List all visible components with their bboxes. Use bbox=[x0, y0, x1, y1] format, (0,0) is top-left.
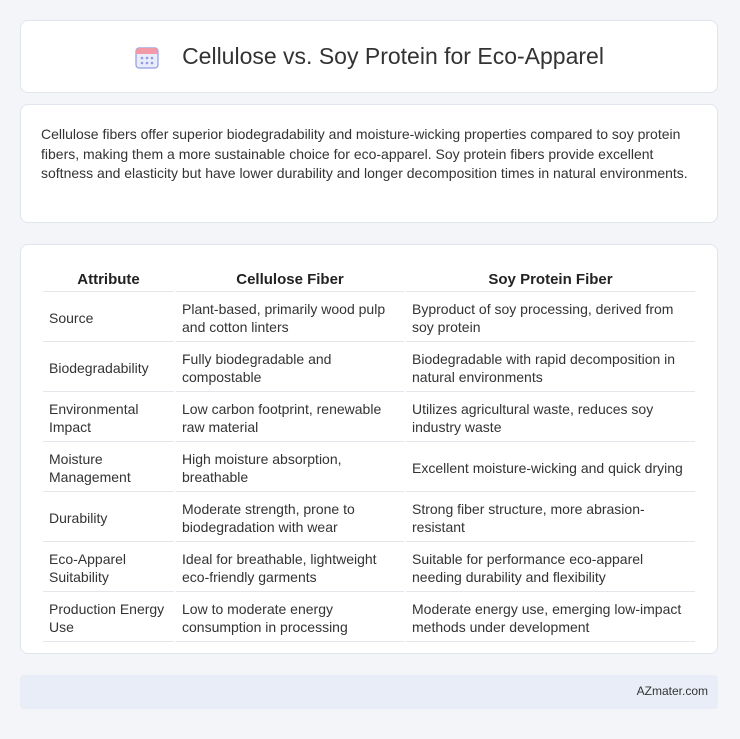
page-title: Cellulose vs. Soy Protein for Eco-Apparel bbox=[182, 43, 604, 69]
cell-cellulose: Fully biodegradable and compostable bbox=[176, 344, 404, 392]
table-row bbox=[43, 344, 695, 392]
table-row bbox=[43, 544, 695, 592]
cell-attribute: Eco-Apparel Suitability bbox=[43, 544, 174, 592]
cell-soy: Moderate energy use, emerging low-impact methods under development bbox=[406, 594, 695, 642]
summary-card bbox=[20, 104, 718, 223]
cell-cellulose: Low carbon footprint, renewable raw material bbox=[176, 394, 404, 442]
header-card bbox=[20, 20, 718, 93]
table-row bbox=[43, 594, 695, 642]
footer-brand-link[interactable]: AZmater.com bbox=[636, 684, 708, 698]
header-cellulose: Cellulose Fiber bbox=[176, 267, 404, 292]
comparison-table bbox=[41, 265, 697, 644]
cell-cellulose: Low to moderate energy consumption in processing bbox=[176, 594, 404, 642]
cell-attribute: Moisture Management bbox=[43, 444, 174, 492]
summary-text: Cellulose fibers offer superior biodegradability and moisture-wicking properties compared to soy protein fibers, making them a more sustainable choice for eco-apparel. Soy protein fibers provide excellent softness and elasticity but have lower durability and longer decomposition times in natural environments. bbox=[41, 126, 688, 181]
header-attribute: Attribute bbox=[43, 267, 174, 292]
table-row bbox=[43, 444, 695, 492]
comparison-card bbox=[20, 244, 718, 654]
cell-cellulose: Moderate strength, prone to biodegradation with wear bbox=[176, 494, 404, 542]
cell-attribute: Durability bbox=[43, 494, 174, 542]
calendar-icon bbox=[134, 44, 160, 70]
cell-attribute: Source bbox=[43, 294, 174, 342]
table-header-row bbox=[43, 267, 695, 292]
cell-soy: Utilizes agricultural waste, reduces soy industry waste bbox=[406, 394, 695, 442]
cell-soy: Byproduct of soy processing, derived from soy protein bbox=[406, 294, 695, 342]
table-row bbox=[43, 494, 695, 542]
cell-attribute: Environmental Impact bbox=[43, 394, 174, 442]
header-soy: Soy Protein Fiber bbox=[406, 267, 695, 292]
cell-attribute: Production Energy Use bbox=[43, 594, 174, 642]
cell-soy: Suitable for performance eco-apparel needing durability and flexibility bbox=[406, 544, 695, 592]
footer bbox=[20, 675, 718, 709]
cell-attribute: Biodegradability bbox=[43, 344, 174, 392]
cell-cellulose: High moisture absorption, breathable bbox=[176, 444, 404, 492]
table-row bbox=[43, 294, 695, 342]
cell-soy: Excellent moisture-wicking and quick drying bbox=[406, 444, 695, 492]
cell-soy: Strong fiber structure, more abrasion-resistant bbox=[406, 494, 695, 542]
cell-soy: Biodegradable with rapid decomposition in natural environments bbox=[406, 344, 695, 392]
table-row bbox=[43, 394, 695, 442]
cell-cellulose: Plant-based, primarily wood pulp and cotton linters bbox=[176, 294, 404, 342]
cell-cellulose: Ideal for breathable, lightweight eco-friendly garments bbox=[176, 544, 404, 592]
